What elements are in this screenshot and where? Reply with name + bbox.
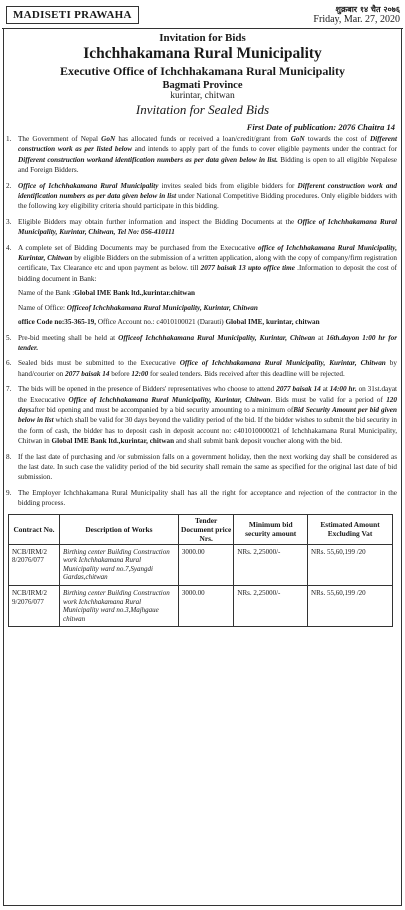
clause-text [18,384,397,446]
clause-text-run: Bid Security Amount per bid given below in list [18,405,397,425]
clause-text [18,358,397,379]
clause-item [6,452,397,483]
clause-text-run: Bidding is open to all eligible Nepalese and Foreign Bidders. [18,155,397,175]
clause-text-run: Officeof Ichchhakamana Rural Municipality, Kurintar, Chitwan [66,303,258,312]
clause-text-run: before [109,369,132,378]
office-address: kurintar, chitwan [170,91,235,101]
clause-text-run: Different construction work and identification numbers as per data given below in list [18,181,397,201]
clause-text-run: The bids will be opened in the presence of Bidders' representatives who choose to attend [18,385,277,394]
table-row [9,585,393,626]
clause-number: 9. [6,488,12,497]
clause-number: 2. [6,181,12,190]
clause-item [6,384,397,446]
clause-text-run: Office of Ichchhakamana Rural Municipality, Kurintar, Chitwan, Tel No: 056-410111 [18,217,398,237]
clause-text-run: for sealed tenders. Bids received after this deadline will be rejected. [148,369,345,378]
clause-text-run: 16th.dayon 1:00 hr for tender. [18,333,397,352]
cell-security: NRs. 2,25000/- [234,544,308,585]
clause-number: 4. [6,243,12,252]
clause-text-run: Global IME, kurintar, chitwan [225,318,320,327]
clause-text [18,181,397,212]
newspaper-name: MADISETI PRAWAHA [6,6,139,24]
clause-text-run: Global IME Bank ltd.,kurintar, chitwan [51,437,175,446]
clause-text-run: 120 days [18,395,397,414]
clause-item [6,358,397,379]
clause-text-run: Office of Ichchhakamana Rural Municipality, Kurintar, Chitwan [68,395,271,404]
clause-text-run: If the last date of purchasing and /or submission falls on a government holiday, then the next working day shall be considered as the last date. In such case the validity period of the bid security shall remain the same as specified for the original last date of bid submission. [18,452,397,482]
clause-number: 3. [6,217,12,226]
issue-date-nepali: शुक्रबार १४ चैत २०७६ [335,4,400,14]
clause-text-run: A complete set of Bidding Documents may be purchased from the Execucative [18,243,259,252]
clause-text-run: 2077 baisak 14 [276,385,321,394]
clause-text-run: Name of Office: [18,303,67,312]
clause-item [6,488,397,509]
cell-works: Birthing center Building Construction work Ichchhakamana Rural Municipality ward no.3,Majhgaue chitwan [59,585,178,626]
table-row [9,544,393,585]
clause-text [18,452,397,483]
col-header-contract: Contract No. [9,514,60,544]
clause-text [18,243,397,328]
clause-text-run: Officeof Ichchhakamana Rural Municipality, Kurintar, Chitwan [118,333,316,342]
clause-text-run: towards the cost of [304,135,370,143]
clause-item [6,217,397,238]
clause-item [6,181,397,212]
clause-text-run: after bid opening and must be accompanied by a bid security amounting to a minimum of [31,405,294,414]
contracts-table [8,514,393,628]
clause-text-run: 12:00 [131,369,149,378]
clause-number: 7. [6,385,12,394]
clause-text-run: Global IME Bank ltd.,kurintar.chitwan [74,289,196,298]
cell-works: Birthing center Building Construction work Ichchhakamana Rural Municipality ward no.7,Syangdi Gardas,chitwan [59,544,178,585]
clause-text-run: by hand/courier on [18,359,397,378]
clause-text-run: GoN [101,135,116,143]
clause-text-run: invites sealed bids from eligible bidders for [158,181,298,190]
clause-text-run: at [315,333,327,342]
notice-title: Invitation for Bids [159,32,246,44]
clause-text [18,217,397,238]
clause-text-run: Name of the Bank : [18,289,75,298]
clause-text-run: which shall be valid for 30 days beyond the validity period of the bid. If the bidder wishes to submit the bid security in the form of cash, the bidder has to deposit cash in deposit account no: c401010000021 of Ichchhakamana Rural Municipality, Chitwan in [18,416,398,446]
clause-text-run: . Bids must be valid for a period of [270,395,387,404]
clause-number: 6. [6,359,12,368]
clause-number: 1. [6,135,12,143]
clause-text-run: by eligible Bidders on the submission of a written application, along with the copy of company/firm registration certificate, Tax Clearance etc and upon payment as below. till [18,254,398,273]
clause-text-run: at [320,385,330,394]
clause-text-run: and intends to apply part of the funds to cover eligible payments under the contract for [132,145,397,154]
clause-text-run: Office of Ichchhakamana Rural Municipality [18,181,159,190]
clause-text-run: Office of Ichchhakamana Rural Municipality, Kurintar, Chitwan [179,359,386,368]
cell-contract-no: NCB/IRM/2 9/2076/077 [9,585,60,626]
issue-date-english: Friday, Mar. 27, 2020 [313,13,400,25]
clause-text-run: Different construction workand identification numbers as per data given below in list. [18,155,278,164]
cell-estimate: NRs. 55,60,199 /20 [308,585,393,626]
clause-text-run: GoN [290,135,305,143]
cell-contract-no: NCB/IRM/2 8/2076/077 [9,544,60,585]
cell-price: 3000.00 [178,544,234,585]
municipality-name: Ichchhakamana Rural Municipality [83,45,322,62]
clause-text-run: 2077 baisak 13 upto office time [200,264,295,273]
notice-subtitle: Invitation for Sealed Bids [135,102,270,117]
clause-text [18,134,397,176]
clause-text-run: under National Competitive Bidding procedures. Only eligible bidders with the following key eligibility criteria should participate in this bidding. [18,192,397,211]
clause-item [6,134,397,176]
issue-date [313,5,400,25]
clause-text-run: and shall submit bank deposit voucher along with the bid. [174,437,342,446]
col-header-works: Description of Works [59,514,178,544]
province-name: Bagmati Province [162,80,243,91]
col-header-security: Minimum bid security amount [234,514,308,544]
clause-text-run: Sealed bids must be submitted to the Execucative [18,359,180,368]
clause-text [18,488,397,509]
table-header-row [9,514,393,544]
clause-item [6,333,397,354]
clause-text-run: Office Account no.: c4010100021 (Darauti) [97,318,226,327]
clause-number: 5. [6,333,12,342]
clause-text [18,333,397,354]
newspaper-header [2,1,403,29]
cell-security: NRs. 2,25000/- [234,585,308,626]
clause-text-run: The Government of Nepal [18,135,102,143]
clause-number: 8. [6,452,12,461]
bid-notice [3,28,402,906]
clause-text-run: Pre-bid meeting shall be held at [18,333,119,342]
clause-text-run: 2077 baisak 14 [65,369,110,378]
office-name: Executive Office of Ichchhakamana Rural Municipality [60,64,345,78]
clause-text-run: on 31st.dayat the Execucative [18,385,398,404]
clause-text-run: office Code no:35-365-19, [18,318,98,327]
clause-text-run: Different construction work as per listed below [18,135,397,154]
clause-item [6,243,397,328]
clause-text-run: .Information to deposit the cost of bidding document in Bank: [18,264,397,283]
clause-text-run: The Employer Ichchhakamana Rural Municipality shall has all the right for acceptance and rejection of the contractor in the bidding process. [18,488,397,508]
cell-price: 3000.00 [178,585,234,626]
clause-text-run: Eligible Bidders may obtain further information and inspect the Bidding Documents at the [18,217,298,226]
publication-date: First Date of publication: 2076 Chaitra 14 [246,122,395,132]
col-header-price: Tender Document price Nrs. [178,514,234,544]
clause-text-run: has allocated funds or received a loan/credit/grant from [115,135,291,143]
notice-clauses [4,134,401,509]
clause-text-run: 14:00 hr. [329,385,357,394]
col-header-estimate: Estimated Amount Excluding Vat [308,514,393,544]
clause-text-run: office of Ichchhakamana Rural Municipality, Kurintar, Chitwan [18,243,397,263]
cell-estimate: NRs. 55,60,199 /20 [308,544,393,585]
